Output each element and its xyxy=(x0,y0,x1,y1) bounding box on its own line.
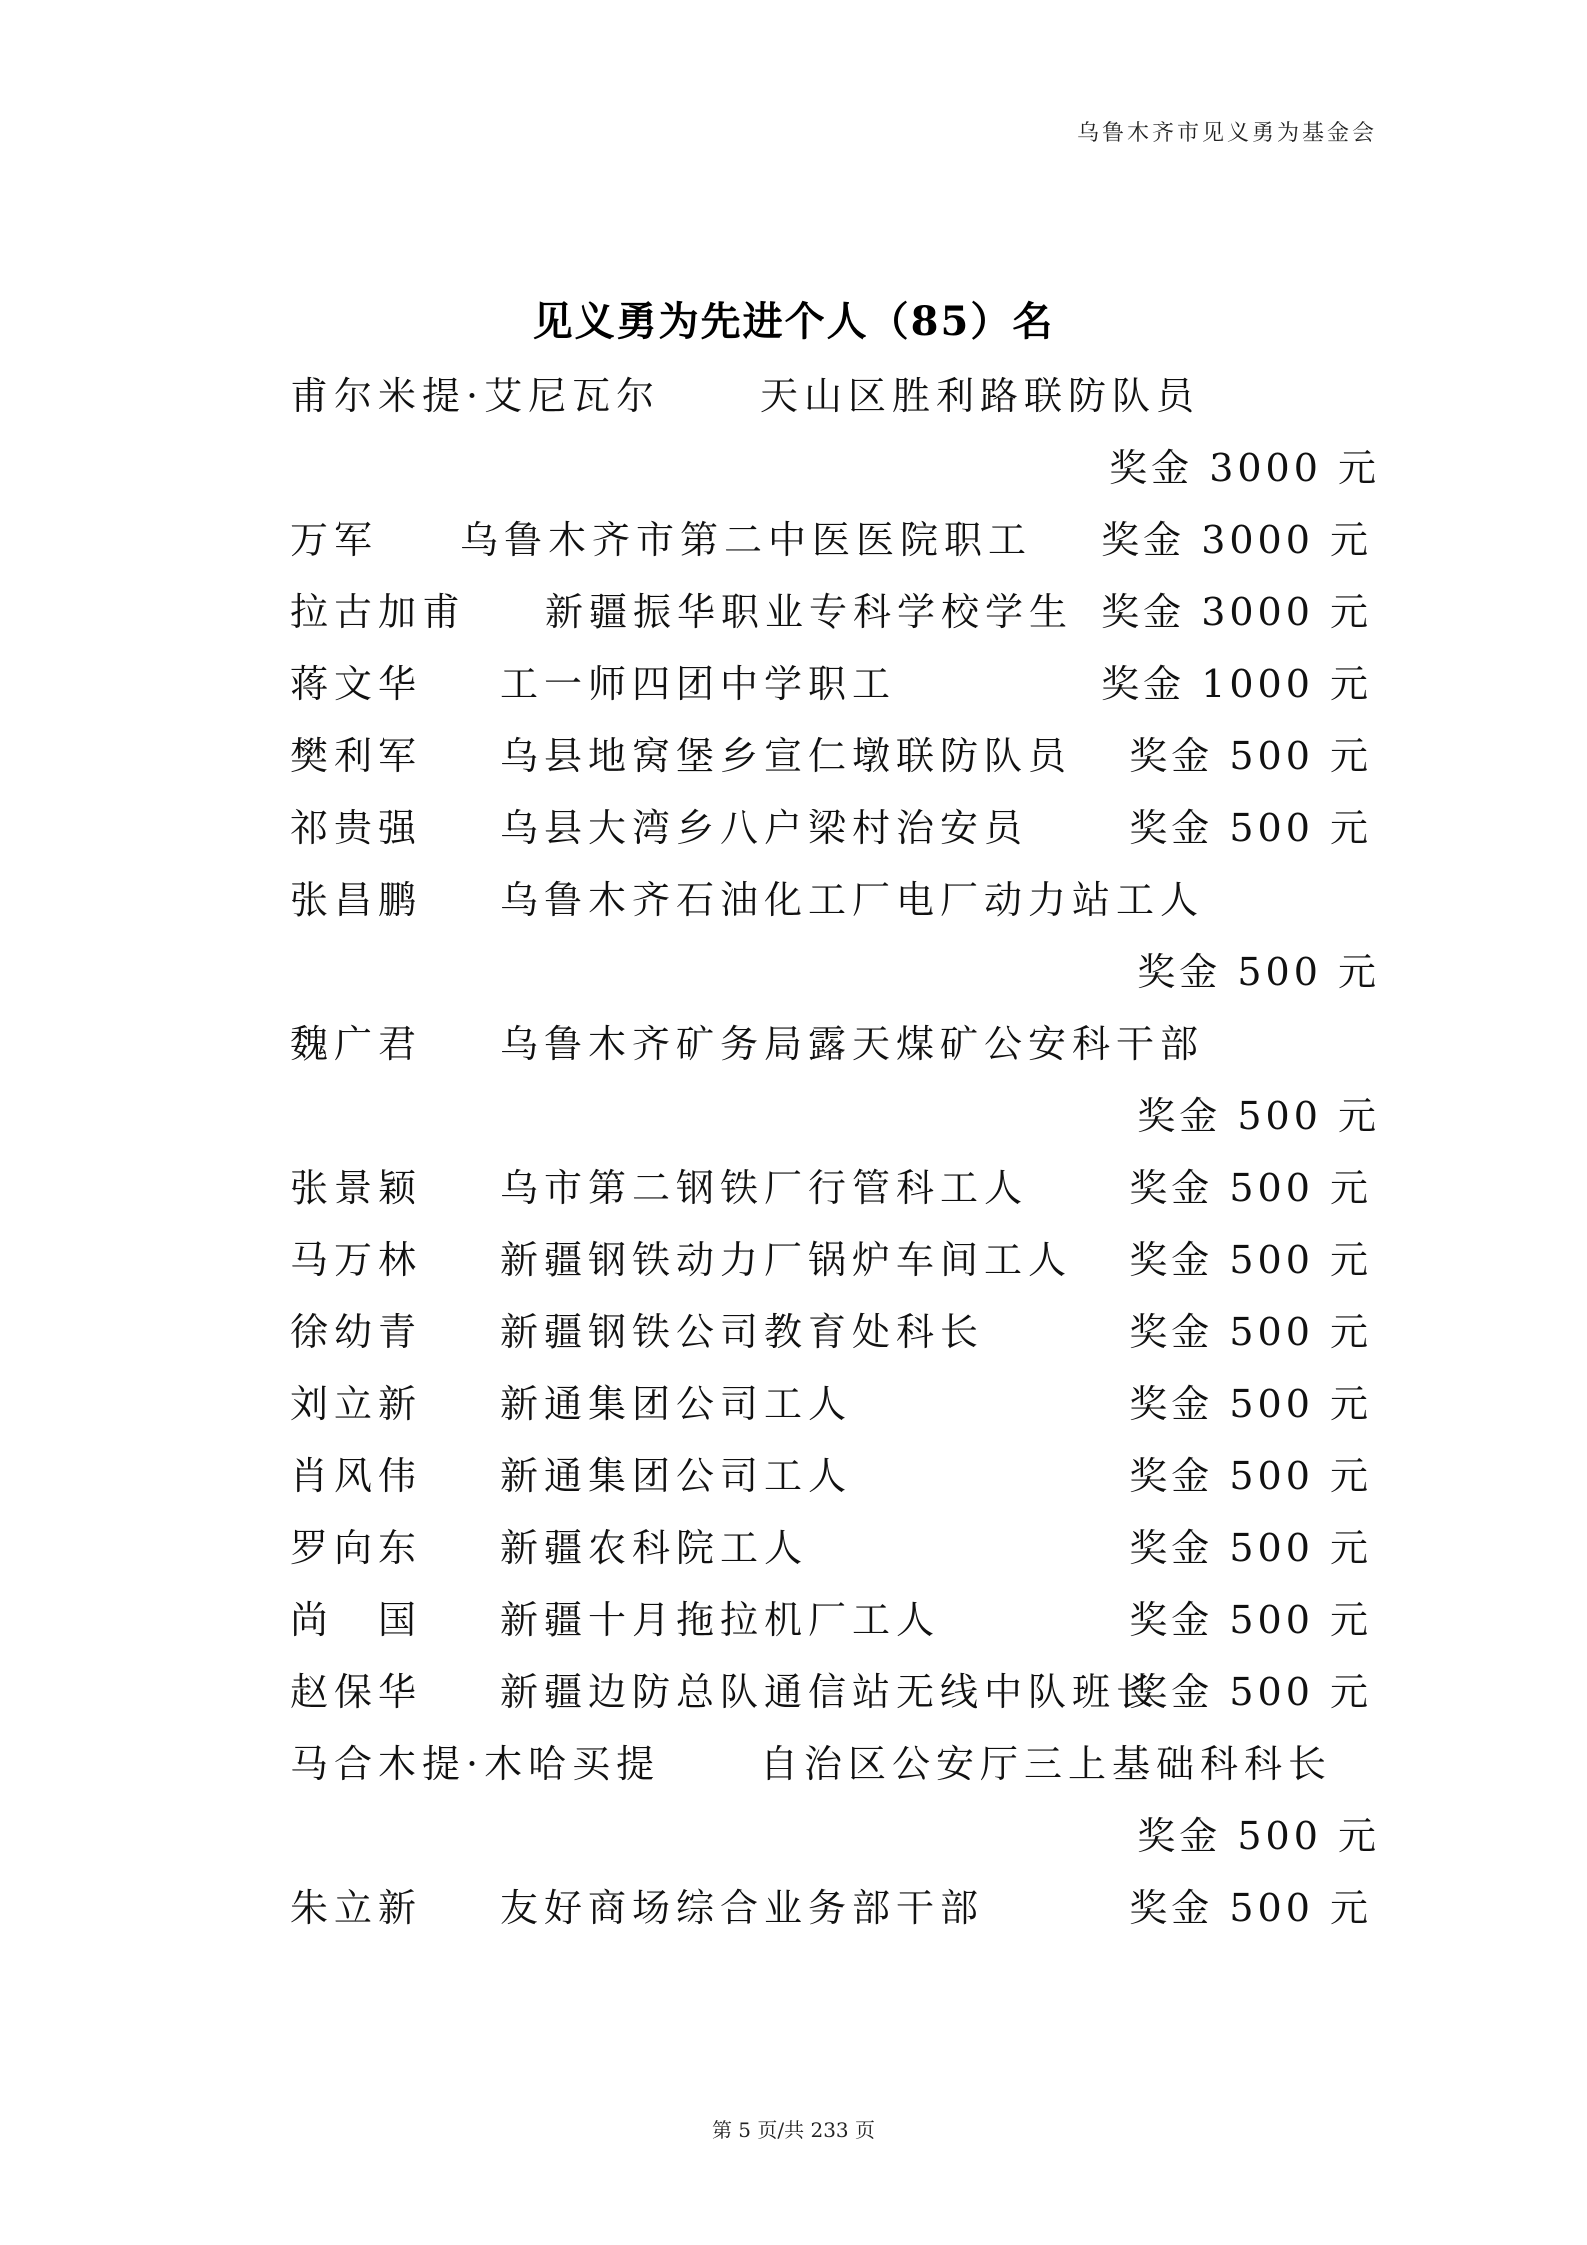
award-amount: 奖金 500 元 xyxy=(1129,1598,1372,1642)
list-item xyxy=(290,1368,1380,1440)
awardee-organization: 天山区胜利路联防队员 xyxy=(760,374,1201,418)
award-amount: 奖金 500 元 xyxy=(1129,806,1372,850)
document-title: 见义勇为先进个人（85）名 xyxy=(532,298,1055,345)
list-item xyxy=(290,1224,1380,1296)
award-amount: 奖金 3000 元 xyxy=(1101,590,1372,634)
award-amount: 奖金 3000 元 xyxy=(1109,446,1380,490)
award-amount: 奖金 500 元 xyxy=(1129,1454,1372,1498)
awardee-name: 祁贵强 xyxy=(290,806,423,850)
awardee-name: 蒋文华 xyxy=(290,662,423,706)
list-item xyxy=(290,1728,1380,1800)
awardee-name: 罗向东 xyxy=(290,1526,423,1570)
list-item xyxy=(290,1440,1380,1512)
awardee-organization: 乌鲁木齐石油化工厂电厂动力站工人 xyxy=(500,878,1205,922)
list-item xyxy=(290,1296,1380,1368)
list-item xyxy=(290,720,1380,792)
awardee-organization: 新通集团公司工人 xyxy=(500,1454,853,1498)
list-item-award-line xyxy=(290,1080,1380,1152)
award-amount: 奖金 500 元 xyxy=(1137,1814,1380,1858)
list-item xyxy=(290,1584,1380,1656)
list-item xyxy=(290,576,1380,648)
award-amount: 奖金 500 元 xyxy=(1129,1886,1372,1930)
awardee-name: 樊利军 xyxy=(290,734,423,778)
awardee-organization: 乌县大湾乡八户梁村治安员 xyxy=(500,806,1029,850)
list-item-award-line xyxy=(290,1800,1380,1872)
awardee-name: 万军 xyxy=(290,518,379,562)
awardee-name: 张景颖 xyxy=(290,1166,423,1210)
awardee-name: 朱立新 xyxy=(290,1886,423,1930)
award-amount: 奖金 500 元 xyxy=(1129,1670,1372,1714)
awardee-name: 马万林 xyxy=(290,1238,423,1282)
award-amount: 奖金 500 元 xyxy=(1129,1526,1372,1570)
awardee-name: 赵保华 xyxy=(290,1670,423,1714)
awardee-organization: 乌鲁木齐矿务局露天煤矿公安科干部 xyxy=(500,1022,1205,1066)
list-item xyxy=(290,792,1380,864)
list-item-award-line xyxy=(290,432,1380,504)
awardee-organization: 新疆十月拖拉机厂工人 xyxy=(500,1598,941,1642)
awardee-name: 刘立新 xyxy=(290,1382,423,1426)
list-item xyxy=(290,1656,1380,1728)
awardee-organization: 新通集团公司工人 xyxy=(500,1382,853,1426)
list-item-award-line xyxy=(290,936,1380,1008)
awardee-organization: 乌县地窝堡乡宣仁墩联防队员 xyxy=(500,734,1073,778)
awardee-organization: 自治区公安厅三上基础科科长 xyxy=(760,1742,1333,1786)
awardee-organization: 友好商场综合业务部干部 xyxy=(500,1886,985,1930)
awardee-organization: 新疆钢铁公司教育处科长 xyxy=(500,1310,985,1354)
awardee-organization: 新疆农科院工人 xyxy=(500,1526,809,1570)
award-amount: 奖金 500 元 xyxy=(1137,1094,1380,1138)
awardee-name: 张昌鹏 xyxy=(290,878,423,922)
list-item xyxy=(290,1152,1380,1224)
awardee-name: 马合木提·木哈买提 xyxy=(290,1742,661,1786)
page-number: 第 5 页/共 233 页 xyxy=(711,2118,876,2142)
awardee-organization: 乌市第二钢铁厂行管科工人 xyxy=(500,1166,1029,1210)
award-amount: 奖金 500 元 xyxy=(1129,734,1372,778)
awardee-name: 拉古加甫 xyxy=(290,590,467,634)
award-amount: 奖金 3000 元 xyxy=(1101,518,1372,562)
award-amount: 奖金 500 元 xyxy=(1129,1382,1372,1426)
awardee-name: 甫尔米提·艾尼瓦尔 xyxy=(290,374,661,418)
list-item xyxy=(290,864,1380,936)
awardee-organization: 新疆振华职业专科学校学生 xyxy=(545,590,1074,634)
awardee-list xyxy=(290,360,1380,1944)
list-item xyxy=(290,1512,1380,1584)
list-item xyxy=(290,648,1380,720)
awardee-name: 徐幼青 xyxy=(290,1310,423,1354)
list-item xyxy=(290,504,1380,576)
award-amount: 奖金 500 元 xyxy=(1129,1238,1372,1282)
awardee-name: 魏广君 xyxy=(290,1022,423,1066)
organization-header: 乌鲁木齐市见义勇为基金会 xyxy=(1076,121,1377,146)
award-amount: 奖金 500 元 xyxy=(1137,950,1380,994)
awardee-organization: 新疆边防总队通信站无线中队班长 xyxy=(500,1670,1161,1714)
awardee-organization: 乌鲁木齐市第二中医医院职工 xyxy=(460,518,1033,562)
list-item xyxy=(290,1008,1380,1080)
awardee-organization: 新疆钢铁动力厂锅炉车间工人 xyxy=(500,1238,1073,1282)
award-amount: 奖金 500 元 xyxy=(1129,1310,1372,1354)
awardee-organization: 工一师四团中学职工 xyxy=(500,662,897,706)
list-item xyxy=(290,360,1380,432)
list-item xyxy=(290,1872,1380,1944)
award-amount: 奖金 1000 元 xyxy=(1101,662,1372,706)
awardee-name: 尚 国 xyxy=(290,1598,423,1642)
award-amount: 奖金 500 元 xyxy=(1129,1166,1372,1210)
awardee-name: 肖风伟 xyxy=(290,1454,423,1498)
